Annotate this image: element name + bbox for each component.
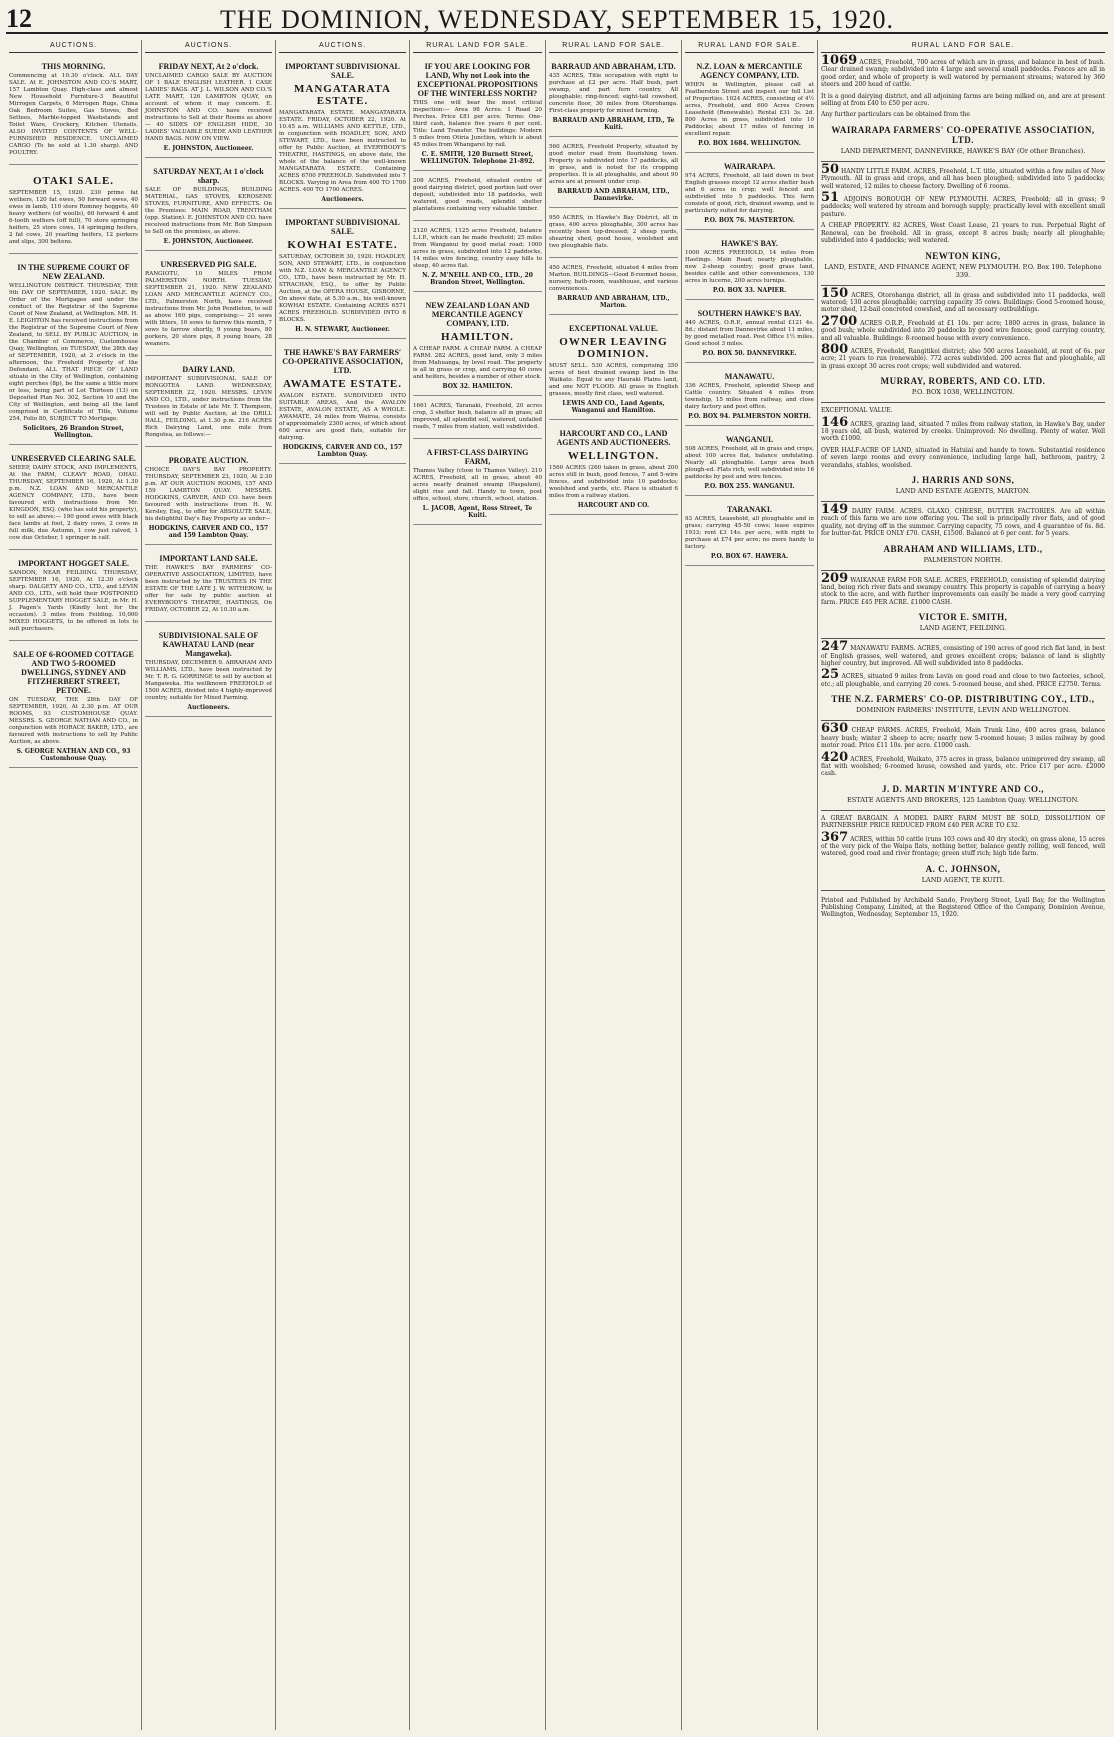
divider <box>821 285 1105 286</box>
ad-signature: Auctioneers. <box>187 704 230 711</box>
classified-ad <box>685 157 814 230</box>
listing-text: ACRES, grazing land, situated 7 miles from railway station, in Hawke's Bay, under 18 years old, all bush, watered by creeks. Unimproved: No dwelling. Plenty of water. Well worth £1000. <box>821 420 1105 443</box>
listing-text: ACRES, within 50 cattle (runs 103 cows and 40 dry stock), on grass alone, 15 acres of the very pick of the Waipa flats, nothing better, balance gently rolling, well fenced, well watered, good road and river frontage; green stuff rich; high tide farm. <box>821 835 1105 858</box>
ad-signature: LEWIS AND CO., Land Agents, Wanganui and Hamilton. <box>562 400 665 414</box>
classified-ad <box>9 645 138 768</box>
listing-text: ACRES, Freehold, 700 acres of which are in grass, and balance in best of bush. Clear drained swamp; subdivided into 4 large and several small paddocks. Fences are all in good order, and whole of property is well watered by permanent streams; watered by 360 steers and 200 head of cattle. <box>821 59 1105 89</box>
classified-ad <box>413 175 542 221</box>
listing-text: ADJOINS BOROUGH OF NEW PLYMOUTH. ACRES, Freehold; all in grass; 9 paddocks; well watered by stream and borough supply; practically level with excellent small pasture. <box>821 196 1105 218</box>
land-listing <box>821 414 1105 443</box>
ad-heading: IMPORTANT SUBDIVISIONAL SALE. <box>285 62 400 80</box>
ad-heading: WANGANUI. <box>725 435 774 444</box>
ad-title: KOWHAI ESTATE. <box>287 239 398 251</box>
ad-body: 336 ACRES, Freehold, splendid Sheep and Cattle country. Situated 4 miles from township, 15 miles from railway, and close dairy factory and post office. <box>685 383 814 410</box>
listing-area: 367 <box>821 829 849 845</box>
listing-text: EXCEPTIONAL VALUE. <box>821 407 893 415</box>
land-listing <box>821 222 1105 244</box>
ad-body: SALE OF BUILDINGS, BUILDING MATERIAL, GAS STOVES, KEROSENE STOVES, FURNITURE, AND EFFECTS. On the Premises: MAIN ROAD, TRENTHAM (opp. Station). E. JOHNSTON AND CO. have received instructions from Mr. Bob Simpson to Sell on the premises, as above. <box>145 187 272 235</box>
listing-area: 800 <box>821 341 849 357</box>
ad-signature: E. JOHNSTON, Auctioneer. <box>163 238 254 245</box>
ad-body: UNCLAIMED CARGO SALE BY AUCTION OF 1 BALE ENGLISH LEATHER. 1 CASE LADIES' BAGS. AT J. L. WILSON AND CO.'S LATE MART, 126 LAMBTON QUAY, on account of whom it may concern. E. JOHNSTON AND CO. have received instructions to Sell at their Rooms as above— 40 SIDES OF ENGLISH HIDE, 30 LADIES' VALUABLE SUEDE AND LEATHER HAND BAGS. NOW ON VIEW. <box>145 73 272 142</box>
classified-ad <box>145 451 272 545</box>
listing-text: ACRES, Freehold, Waikato, 375 acres in grass, balance unimproved dry swamp, all flat with woolshed; 6-roomed house, cowshed and yards, etc. Price £17 per acre. £2000 cash. <box>821 755 1105 778</box>
ad-heading: EXCEPTIONAL VALUE. <box>568 324 659 333</box>
listing-area: 51 <box>821 190 840 206</box>
agent-address: LAND AGENT, TE KUITI. <box>921 875 1005 884</box>
classified-ad <box>549 319 678 420</box>
ad-title: AWAMATE ESTATE. <box>283 378 402 390</box>
ad-body: SHEEP, DAIRY STOCK, AND IMPLEMENTS, At the FARM, CLEAVY ROAD, OHAU. THURSDAY, SEPTEMBER 16, 1920, At 1.30 p.m. N.Z. LOAN AND MERCANTILE AGENCY COMPANY, LTD., have been favoured with instructions from Mr. KINGDON, ESQ. (who has sold his property), to sell as above:— 190 good ewes with black face lambs at foot, 2 dairy cows, 2 cows in full milk, due Autumn, 1 cow just calved, 1 cow due October, 1 springer in calf. <box>9 465 138 541</box>
agent-name: J. D. MARTIN M'INTYRE AND CO., <box>882 783 1044 794</box>
listing-text: CHEAP FARMS. ACRES, Freehold, Main Trunk Line, 400 acres grass, balance heavy bush; winter 2 sheep to acre; nearly new 5-roomed house; 3 miles railway by good motor road. Price £11 10s. per acre. £1000 cash. <box>821 727 1105 750</box>
ad-heading: SUBDIVISIONAL SALE OF KAWHATAU LAND (near Mangaweka). <box>158 631 259 658</box>
column-rural-3 <box>682 40 818 1730</box>
ad-heading: A FIRST-CLASS DAIRYING FARM, <box>426 448 529 466</box>
ad-signature: E. JOHNSTON, Auctioneer. <box>163 145 254 152</box>
classified-ad <box>549 212 678 258</box>
ad-body: 974 ACRES, Freehold, all laid down in best English grasses except 12 acres shelter bush and 6 acres in crop; well fenced and subdivided into 5 paddocks. This farm consists of good, rich, drained swamp, and is particularly suited for dairying. <box>685 173 814 214</box>
classified-ad <box>145 626 272 717</box>
land-listing <box>821 639 1105 668</box>
listing-area: 630 <box>821 721 849 737</box>
land-listing <box>821 190 1105 218</box>
ad-body: Thames Valley (close to Thames Valley). 210 ACRES, Freehold, all in grass, about 40 acres nearly drained swamp (Paspalum), slight rise and fall. Handy to town, post office, school, store, church, school, station. <box>413 468 542 502</box>
ad-heading: THE HAWKE'S BAY FARMERS' CO-OPERATIVE ASSOCIATION, LTD. <box>282 348 403 375</box>
classified-ad <box>685 367 814 426</box>
classified-ad <box>9 449 138 550</box>
ad-heading: FRIDAY NEXT, At 2 o'clock. <box>158 62 259 71</box>
classified-ad <box>413 296 542 396</box>
ad-body: 950 ACRES, in Hawke's Bay District, all in grass, 400 acres ploughable, 300 acres has recently been top-dressed; 2 sheep yards, shearing shed, good house, woolshed and two ploughable flats. <box>549 215 678 249</box>
classified-ad <box>549 262 678 315</box>
agent-name: NEWTON KING, <box>925 250 1001 261</box>
land-listing <box>821 667 1105 688</box>
classified-ad <box>549 424 678 515</box>
land-listing <box>821 749 1105 778</box>
listing-text: MANAWATU FARMS. ACRES, consisting of 190 acres of good rich flat land, in best of English grasses, well watered, and grows excellent crops; balance of land is slightly higher country, but improved. All well subdivided into 8 paddocks. <box>821 645 1105 668</box>
ad-body: 440 ACRES, O.R.P., annual rental £121 4s. 8d.; distant from Dannevirke about 11 miles, by good metalled road. Post Office 1½ miles. Good school 3 miles. <box>685 320 814 347</box>
land-listing <box>821 447 1105 469</box>
ad-signature: BOX 32. HAMILTON. <box>442 383 513 390</box>
ad-signature: P.O. BOX 76. MASTERTON. <box>704 217 795 224</box>
ad-heading: THIS MORNING. <box>41 62 106 71</box>
ad-body: WELLINGTON DISTRICT. THURSDAY, THE 9th DAY OF SEPTEMBER, 1920. SALE. By Order of the Mortgagee and under the conduct of the Registrar of the Supreme Court of New Zealand, at Wellington. MR. H. E. LEIGHTON has received instructions from the Registrar of the Supreme Court of New Zealand, to SELL BY PUBLIC AUCTION, in the Chamber of Commerce, Customhouse Quay, Wellington, on TUESDAY, the 28th day of SEPTEMBER, 1920, at 2 o'clock in the afternoon, the Freehold Property of the Defendant. ALL THAT PIECE OF LAND situate in the City of Wellington, containing eight perches (8p), be the same a little more or less, being part of Lot Thirteen (13) on Deposited Plan No. 302, Section 10 and the City of Wellington, and being all the land comprised in Certificate of Title, Volume 254, Folio 80, SUBJECT TO Mortgage. <box>9 283 138 422</box>
classified-ad <box>685 304 814 363</box>
ad-body: SATURDAY, OCTOBER 30, 1920. HOADLEY, SON, AND STEWART, LTD., in conjunction with N.Z. LOAN & MERCANTILE AGENCY CO., LTD., have been instructed by Mr. H. STRACHAN, ESQ., to offer by Public Auction, at the OPERA HOUSE, GISBORNE, On above date, at 5.30 a.m., his well-known KOWHAI ESTATE. Containing ACRES 6571 ACRES FREEHOLD. SUBDIVIDED INTO 6 BLOCKS. <box>279 254 406 323</box>
ad-signature: P.O. BOX 50. DANNEVIRKE. <box>702 350 797 357</box>
listing-text: DAIRY FARM. ACRES. GLAXO, CHEESE, BUTTER FACTORIES. Are all within reach of this farm we are now offering you. The soil is principally river flats, and of good quality, not drying off in the summer. Carrying capacity, 75 cows, and 4 guarantee of 6s. 8d. for butter-fat. PRICE ONLY £70. CASH, £1500. Balance at 6 per cent. for 5 years. <box>821 508 1105 538</box>
land-listing <box>821 407 1105 414</box>
ad-body: A CHEAP FARM. A CHEAP FARM. A CHEAP FARM. 282 ACRES, good land, only 3 miles from Mahuanga, by level road. The property is all in grass or crop, and carrying 40 cows and heifers, besides a number of other stock. <box>413 346 542 380</box>
classified-ad <box>9 554 138 641</box>
ad-body: ON TUESDAY, THE 28th DAY OF SEPTEMBER, 1920, At 2.30 p.m. AT OUR ROOMS, 93 CUSTOMHOUSE QUAY. MESSRS. S. GEORGE NATHAN AND CO., in conjunction with HORACE BAKER, LTD., are favoured with instructions to sell by Public Auction, as above. <box>9 697 138 745</box>
ad-heading: UNRESERVED PIG SALE. <box>160 260 257 269</box>
ad-body: Commencing at 10.30 o'clock. ALL DAY SALE. At E. JOHNSTON AND CO.'S MART, 157 Lambton Quay. High-class and almost New Household Furniture-3 Beautiful Mirrogen Carpets, 6 Mirrogen Rugs, China Oak Bedroom Suites, Gas Stoves, Bed Settees, Marble-topped Washstands and Toilet Ware, Crockery, Kitchen Utensils. ALSO INVITED CONTENTS OF WELL-FURNISHED RESIDENCE. UNCLAIMED CARGO (To be sold at 1.30 sharp). AND POULTRY. <box>9 73 138 156</box>
agent-address: LAND AND ESTATE AGENTS, MARTON. <box>895 487 1031 495</box>
ad-heading: TARANAKI. <box>727 505 772 514</box>
agent-address: PALMERSTON NORTH. <box>923 555 1003 564</box>
column-rural-2 <box>546 40 682 1730</box>
column-auctions-1 <box>6 40 142 1730</box>
land-listing <box>821 502 1105 538</box>
agent-name: MURRAY, ROBERTS, AND CO. LTD. <box>880 376 1046 387</box>
land-listing <box>821 53 1105 89</box>
ad-signature: P.O. BOX 94. PALMERSTON NORTH. <box>688 413 811 420</box>
ad-title: WELLINGTON. <box>567 450 660 462</box>
classified-ad <box>145 360 272 447</box>
divider <box>821 810 1105 811</box>
ad-heading: HARCOURT AND CO., LAND AGENTS AND AUCTIONEERS. <box>556 429 671 447</box>
agent-address: DOMINION FARMERS' INSTITUTE, LEVIN AND WELLINGTON. <box>855 706 1071 715</box>
agent-name: THE N.Z. FARMERS' CO-OP. DISTRIBUTING COY., LTD., <box>831 694 1095 705</box>
ad-title: OWNER LEAVING DOMINION. <box>559 336 668 360</box>
section-header: AUCTIONS. <box>9 40 138 53</box>
classified-ad <box>145 162 272 251</box>
classified-ad <box>413 443 542 525</box>
listing-text: Any further particulars can be obtained from the <box>821 111 970 119</box>
classified-ad <box>685 234 814 300</box>
page-number: 12 <box>6 4 32 33</box>
classified-ad <box>549 57 678 137</box>
listing-area: 209 <box>821 570 849 586</box>
listing-text: ACRES, Otorohanga district, all in grass and subdivided into 11 paddocks, well watered; 130 acres ploughable; carrying capacity 35 cows. Buildings: Good 5-roomed house, motor shed, 12-bail concreted cowshed, and all necessary outbuildings. <box>821 291 1105 314</box>
ad-signature: H. N. STEWART, Auctioneer. <box>295 326 390 333</box>
listing-area: 25 <box>821 667 840 683</box>
classified-ad <box>413 225 542 292</box>
agent-name: WAIRARAPA FARMERS' CO-OPERATIVE ASSOCIATION, LTD. <box>831 124 1095 145</box>
ad-signature: P.O. BOX 255. WANGANUI. <box>704 483 795 490</box>
agent-name: A. C. JOHNSON, <box>925 863 1001 874</box>
ad-body: 93 ACRES, Leasehold, all ploughable and in grass; carrying 45-50 cows; lease expires 1933; rent £3 14s. per acre, with right to purchase at £74 per acre; no more handy to factory. <box>685 516 814 550</box>
ad-signature: BARRAUD AND ABRAHAM, LTD., Te Kuiti. <box>552 117 675 131</box>
ad-body: THE HAWKE'S BAY FARMERS' CO-OPERATIVE ASSOCIATION, LIMITED, have been instructed by the TRUSTEES IN THE ESTATE OF THE LATE J. W. WITHEROW, to offer for sale by public auction at EVERYBODY'S THEATRE, HASTINGS, On FRIDAY, OCTOBER 22, At 10.30 a.m. <box>145 565 272 613</box>
listing-text: ACRES, situated 9 miles from Levin on good road and close to two factories, school, etc.; all ploughable, and carrying 20 cows. 5-roomed house, and shed. PRICE £2750. Terms. <box>821 673 1105 688</box>
ad-title: MANGATARATA ESTATE. <box>294 83 391 107</box>
ad-signature: P.O. BOX 1684. WELLINGTON. <box>698 140 801 147</box>
columns-area <box>6 40 1108 1730</box>
listing-area: 150 <box>821 285 849 301</box>
column-auctions-2 <box>142 40 276 1730</box>
ad-signature: P.O. BOX 33. NAPIER. <box>712 287 787 294</box>
land-listing <box>821 815 1105 830</box>
ad-signature: C. E. SMITH, 120 Burnett Street, WELLINGTON. Telephone 21-892. <box>420 151 535 165</box>
listing-text: WAIKANAE FARM FOR SALE. ACRES, FREEHOLD, consisting of splendid dairying land, being rich river flats and swampy country. This property is capable of carrying a heavy stock to the acre, and with further improvements can easily be made a very good carrying farm. PRICE £45 PER ACRE. £1000 CASH. <box>821 576 1105 606</box>
ad-title: HAMILTON. <box>441 331 514 343</box>
divider <box>821 638 1105 639</box>
classified-ad <box>9 258 138 445</box>
land-listing <box>821 341 1105 370</box>
ad-signature: BARRAUD AND ABRAHAM, LTD., Marton. <box>557 295 670 309</box>
classified-ad <box>145 57 272 158</box>
listing-text: ACRES O.R.P., Freehold at £1 10s. per acre; 1800 acres in grass, balance in good bush; whole subdivided into 20 paddocks by good wire fences; good carrying country, and all valuable. Buildings: 8-roomed house with every convenience. <box>821 319 1105 342</box>
section-header: RURAL LAND FOR SALE. <box>549 40 678 53</box>
agent-address: P.O. BOX 1038, WELLINGTON. <box>911 388 1015 397</box>
ad-heading: IF YOU ARE LOOKING FOR LAND, Why not Look into the EXCEPTIONAL PROPOSITIONS OF THE WINTERLESS NORTH? <box>417 62 538 98</box>
ad-signature: HARCOURT AND CO. <box>577 502 650 509</box>
classified-ad <box>145 549 272 622</box>
ad-heading: IMPORTANT SUBDIVISIONAL SALE. <box>285 218 400 236</box>
agent-name: J. HARRIS AND SONS, <box>911 475 1015 485</box>
classified-ad <box>279 213 406 339</box>
ad-body: 1000 ACRES FREEHOLD, 14 miles from Hastings. Main Road; nearly ploughable, new 2-sheep country; good grass land, besides cattle and other conveniences, 130 acres in lucerne, 200 acres turnips. <box>685 250 814 284</box>
ad-body: 450 ACRES, Freehold, situated 4 miles from Marton. BUILDINGS—Good 8-roomed house, nursery, bath-room, washhouse, and various conveniences. <box>549 265 678 292</box>
classified-ad <box>685 57 814 153</box>
land-listing <box>821 161 1105 190</box>
ad-heading: PROBATE AUCTION. <box>168 456 249 465</box>
listing-area: 146 <box>821 414 849 430</box>
ad-body: 1661 ACRES, Taranaki, Freehold, 20 acres crop, 3 shelter bush, balance all in grass; all improved, all splendid soil, watered, unfailed roads, 7 miles from station, well subdivided. <box>413 403 542 430</box>
ad-body: MANGATARATA ESTATE. MANGATARATA ESTATE. FRIDAY, OCTOBER 22, 1920. At 10.45 a.m. WILLIAMS AND KETTLE, LTD., in conjunction with HOADLEY, SON, AND STEWART, LTD., have been instructed to offer by Public Auction, at EVERYBODY'S THEATRE, HASTINGS, on above date, the whole of the balance of the well-known MANGATARATA ESTATE. Containing ACRES 6700 FREEHOLD. Subdivided into 7 BLOCKS. Varying in Area from 400 TO 1700 ACRES. 400 TO 1700 ACRES. <box>279 110 406 193</box>
classified-ad <box>685 430 814 496</box>
ad-heading: DAIRY LAND. <box>182 365 235 374</box>
ad-body: 1560 ACRES (260 taken in grass, about 200 acres still in bush, good fences, 7 and 5-wire fences, and subdivided into 10 paddocks; woolshed and yards, etc. Place is situated 6 miles from a railway station. <box>549 465 678 499</box>
agent-name: ABRAHAM AND WILLIAMS, LTD., <box>883 543 1043 554</box>
land-listing <box>821 313 1105 342</box>
classified-ad <box>279 343 406 464</box>
column-auctions-3 <box>276 40 410 1730</box>
ad-body: AVALON ESTATE. SUBDIVIDED INTO SUITABLE AREAS, And the AVALON ESTATE, AVALON ESTATE, AS A WHOLE. AWAMATE, 24 miles from Wairoa, consists of approximately 2300 acres, of which about 600 acres are good flats, suitable for dairying. <box>279 393 406 441</box>
land-listing <box>821 111 1105 118</box>
ad-heading: SALE OF 6-ROOMED COTTAGE AND TWO 5-ROOMED DWELLINGS, SYDNEY AND FITZHERBERT STREET, PETONE. <box>13 650 134 695</box>
classified-ad <box>413 400 542 439</box>
ad-body: SANDON, NEAR FEILDING. THURSDAY, SEPTEMBER 16, 1920, At 12.30 o'clock sharp. DALGETY AND CO., LTD., and LEVIN AND CO., LTD., will hold their POSTPONED SUPPLEMENTARY HOGGET SALE, in Mr. H. J. Pagen's Yards (Kindly lent for the occasion). 3 miles from Feilding. 10,000 MIXED HOGGETS, to be offered in lots to suit purchasers. <box>9 570 138 632</box>
listing-text: OVER HALF-ACRE OF LAND, situated in Hatuiai and handy to town. Substantial residence of seven large rooms and every convenience, including large hall, bathroom, pantry, 2 verandahs, stables, woolshed. <box>821 446 1105 469</box>
divider <box>821 402 1105 403</box>
section-header: AUCTIONS. <box>145 40 272 53</box>
divider <box>821 890 1105 891</box>
ad-heading: NEW ZEALAND LOAN AND MERCANTILE AGENCY COMPANY, LTD. <box>425 301 530 328</box>
ad-signature: Solicitors, 26 Brandon Street, Wellington. <box>23 425 124 439</box>
ad-signature: L. JACOB, Agent, Ross Street, Te Kuiti. <box>422 505 533 519</box>
agent-name: VICTOR E. SMITH, <box>918 612 1008 623</box>
masthead <box>6 4 1108 34</box>
ad-body: RANGIOTU, 10 MILES FROM PALMERSTON NORTH. TUESDAY, SEPTEMBER 21, 1920. NEW ZEALAND LOAN AND MERCANTILE AGENCY CO., LTD., Palmerston North, have received instructions from Mr. John Pendleton, to sell as above 160 pigs, comprising:— 21 sows with litters, 10 sows to farrow this month, 7 sows to farrow shortly, 9 young boars, 80 porkers, 20 store pigs, 8 young boars, 28 weaners. <box>145 271 272 347</box>
listing-text: ACRES, Freehold, Rangitikei district; also 500 acres Leasehold, at rent of 6s. per acre; 21 years to run (renewable). 772 acres subdivided. 200 acres flat and ploughable, all in grass except 30 acres root crops; well subdivided and watered. <box>821 347 1105 370</box>
listing-area: 2700 <box>821 313 858 329</box>
classified-ad <box>413 57 542 171</box>
ad-body: THURSDAY, DECEMBER 9. ABRAHAM AND WILLIAMS, LTD., have been instructed by Mr. T. R. G. GORRINGE to sell by auction at Mangaweka. His wellknown FREEHOLD of 1500 ACRES, divided into 4 highly-improved country, suitable for Mixed Farming. <box>145 660 272 701</box>
ad-body: 208 ACRES, Freehold, situated centre of good dairying district, good portion laid over deposit, subdivided into 18 paddocks, well watered, good roads, splendid shelter plantations containing very valuable timber. <box>413 178 542 212</box>
section-header: AUCTIONS. <box>279 40 406 53</box>
column-rural-1 <box>410 40 546 1730</box>
ad-body: MUST SELL. 530 ACRES, comprising 350 acres of best drained swamp land in the Waikato. Equal to any Hauraki Plains land, and one NOT FLOOD. All grass in English grasses, mostly first class, well watered. <box>549 363 678 397</box>
column-rural-wide <box>818 40 1108 1730</box>
ad-heading: IMPORTANT LAND SALE. <box>159 554 258 563</box>
agent-address: LAND, ESTATE, AND FINANCE AGENT, NEW PLYMOUTH. P.O. Box 190. Telephone 339. <box>824 262 1102 279</box>
classified-ad <box>9 57 138 165</box>
ad-body: THIS one will bear the most critical inspection:— Area 98 Acres. 1 Road 20 Perches. Price £81 per acre. Terms: One-third cash, balance five years 6 per cent. Title: Land Transfer. The buildings: Modern 5 miles from Otiria Junction, which is about 45 miles from Whangarei by rail. <box>413 100 542 148</box>
section-header: RURAL LAND FOR SALE. <box>685 40 814 53</box>
divider <box>821 570 1105 571</box>
ad-heading: SATURDAY NEXT, At 1 o'clock sharp. <box>153 167 264 185</box>
ad-body: 508 ACRES, Freehold, all in grass and crops, about 100 acres flat, balance undulating. Nearly all ploughable. Large area bush plough-ed. Flats rich, well subdivided into 16 paddocks by post and wire fences. <box>685 446 814 480</box>
ad-body: 435 ACRES, Title occupation with right to purchase at £2 per acre. Half bush, part swamp, and part fern country. All ploughable; ring-fenced; eight-tail cowshed, concrete floor, 30 miles from Otorohanga. First-class property for mixed farming. <box>549 73 678 114</box>
classified-ad <box>549 141 678 208</box>
classified-ad <box>145 255 272 356</box>
listing-area: 50 <box>821 161 840 177</box>
divider <box>821 720 1105 721</box>
ad-body: IMPORTANT SUBDIVISIONAL SALE OF RONGOTEA LAND. WEDNESDAY, SEPTEMBER 22, 1920. MESSRS. LEVIN AND CO., LTD., under instructions from the Trustees in Estate of late Mr. T. Thompson, will sell by Public Auction, at the DRILL HALL, FEILDING, at 1.30 p.m. 216 ACRES Rich Dairying Land, one mile from Rongotea, as follows:— <box>145 376 272 438</box>
listing-area: 420 <box>821 749 849 765</box>
ad-body: CHOICE DAY'S BAY PROPERTY. THURSDAY, SEPTEMBER 23, 1920, At 2.30 p.m. AT OUR AUCTION ROOMS, 157 AND 159 LAMBTON QUAY. MESSRS. HODGKINS, CARVER, AND CO. have been favoured with instructions from H. W. Kersley, Esq., to offer for ABSOLUTE SALE, his delightful Day's Bay Property as under— <box>145 467 272 522</box>
ad-heading: WAIRARAPA. <box>723 162 776 171</box>
agent-address: ESTATE AGENTS AND BROKERS, 125 Lambton Quay. WELLINGTON. <box>847 795 1079 804</box>
land-listing <box>821 721 1105 750</box>
ad-body: 2120 ACRES, 1125 acres Freehold, balance L.I.P., which can be made freehold; 25 miles from Wanganui by good metal road; 1000 acres in grass, subdivided into 12 paddocks, 14 miles wire fencing, country easy hills to steep, 40 acres flat. <box>413 228 542 269</box>
classified-ad <box>279 57 406 209</box>
land-listing <box>821 93 1105 108</box>
divider <box>821 501 1105 502</box>
land-listing <box>821 570 1105 607</box>
ad-body: 560 ACRES, Freehold Property, situated by good motor road from flourishing town. Property is subdivided into 17 paddocks, all in grass, and is noted for its cropping properties. It is all ploughable, and about 90 acres are at present under crop. <box>549 144 678 185</box>
listing-text: A GREAT BARGAIN. A MODEL DAIRY FARM MUST BE SOLD, DISSOLUTION OF PARTNERSHIP. PRICE REDUCED FROM £40 PER ACRE TO £32. <box>821 814 1105 830</box>
ad-heading: N.Z. LOAN & MERCANTILE AGENCY COMPANY, LTD. <box>696 62 803 80</box>
agent-address: LAND AGENT, FEILDING. <box>919 624 1007 633</box>
ad-title: OTAKI SALE. <box>32 175 115 187</box>
ad-signature: BARRAUD AND ABRAHAM, LTD., Dannevirke. <box>557 188 670 202</box>
newspaper-title: THE DOMINION, WEDNESDAY, SEPTEMBER 15, 1920. <box>219 5 895 34</box>
listing-area: 149 <box>821 502 849 517</box>
ad-heading: IN THE SUPREME COURT OF NEW ZEALAND. <box>17 263 130 281</box>
ad-signature: S. GEORGE NATHAN AND CO., 93 Customhouse Quay. <box>16 748 131 762</box>
ad-signature: HODGKINS, CARVER AND CO., 157 Lambton Quay. <box>282 444 403 458</box>
listing-area: 247 <box>821 639 849 655</box>
ad-heading: SOUTHERN HAWKE'S BAY. <box>697 309 802 318</box>
ad-body: WHEN in Wellington, please call at Featherston Street and inspect our full List of Properties. 1024 ACRES, consisting of 4½ acres, Freehold, and 600 Acres Crown Leasehold (Renewable). Rental £31 3s. 2d. 800 Acres in grass, subdivided into 10 Paddocks; about 17 miles of fencing in excellent repair. <box>685 82 814 137</box>
classified-ad <box>685 500 814 566</box>
ad-signature: N. Z. M'NEILL AND CO., LTD., 20 Brandon Street, Wellington. <box>422 272 533 286</box>
listing-area: 1069 <box>821 53 858 68</box>
ad-heading: IMPORTANT HOGGET SALE. <box>17 559 130 568</box>
land-listing <box>821 285 1105 314</box>
ad-signature: HODGKINS, CARVER AND CO., 157 and 159 Lambton Quay. <box>148 525 269 539</box>
ad-signature: Auctioneers. <box>321 196 364 203</box>
ad-heading: MANAWATU. <box>724 372 775 381</box>
listing-text: HANDY LITTLE FARM. ACRES, Freehold, L.T. title, situated within a few miles of New Plymouth. All in grass and crops, and all has been ploughed; subdivided into 5 paddocks; well watered, 12 miles to cheese factory. Dwelling of 6 rooms. <box>821 167 1105 190</box>
ad-body: SEPTEMBER 15, 1920. 230 prime fat wethers, 120 fat ewes, 50 forward ewes, 40 ewes in lamb, 110 store Romney hoggets, 40 heavy wethers (of woolls), 60 forward 4 and 6-tooth wethers (off full), 70 store springing heifers, 25 store cows, 14 springing heifers, 2 fat cows, 20 yearling heifers, 12 porkers and slips, 300 beltens. <box>9 190 138 245</box>
agent-address: LAND DEPARTMENT, DANNEVIRKE, HAWKE'S BAY (Or other Branches). <box>840 146 1086 155</box>
listing-text: It is a good dairying district, and all adjoining farms are being milked on, and are at present selling at from £40 to £50 per acre. <box>821 92 1105 108</box>
classified-ad <box>9 169 138 254</box>
ad-heading: UNRESERVED CLEARING SALE. <box>11 454 136 463</box>
section-header: RURAL LAND FOR SALE. <box>821 40 1105 53</box>
ad-heading: HAWKE'S BAY. <box>721 239 778 248</box>
section-header: RURAL LAND FOR SALE. <box>413 40 542 53</box>
land-listing <box>821 829 1105 858</box>
printer-imprint: Printed and Published by Archibald Sando, Freyberg Street, Lyall Bay, for the Wellington Publishing Company, Limited, at the Registered Office of the Company, Dominion Avenue, Wellington, Wednesday, September 15, 1920. <box>821 896 1105 919</box>
ad-signature: P.O. BOX 67. HAWERA. <box>710 553 789 560</box>
divider <box>821 161 1105 162</box>
ad-heading: BARRAUD AND ABRAHAM, LTD. <box>551 62 676 71</box>
listing-text: A CHEAP PROPERTY. 82 ACRES, West Coast Lease, 21 years to run. Perpetual Right of Renewal, can be freehold. All in grass, except 8 acres bush; nearly all ploughable; subdivided into 4 paddocks; well watered. <box>821 222 1105 245</box>
